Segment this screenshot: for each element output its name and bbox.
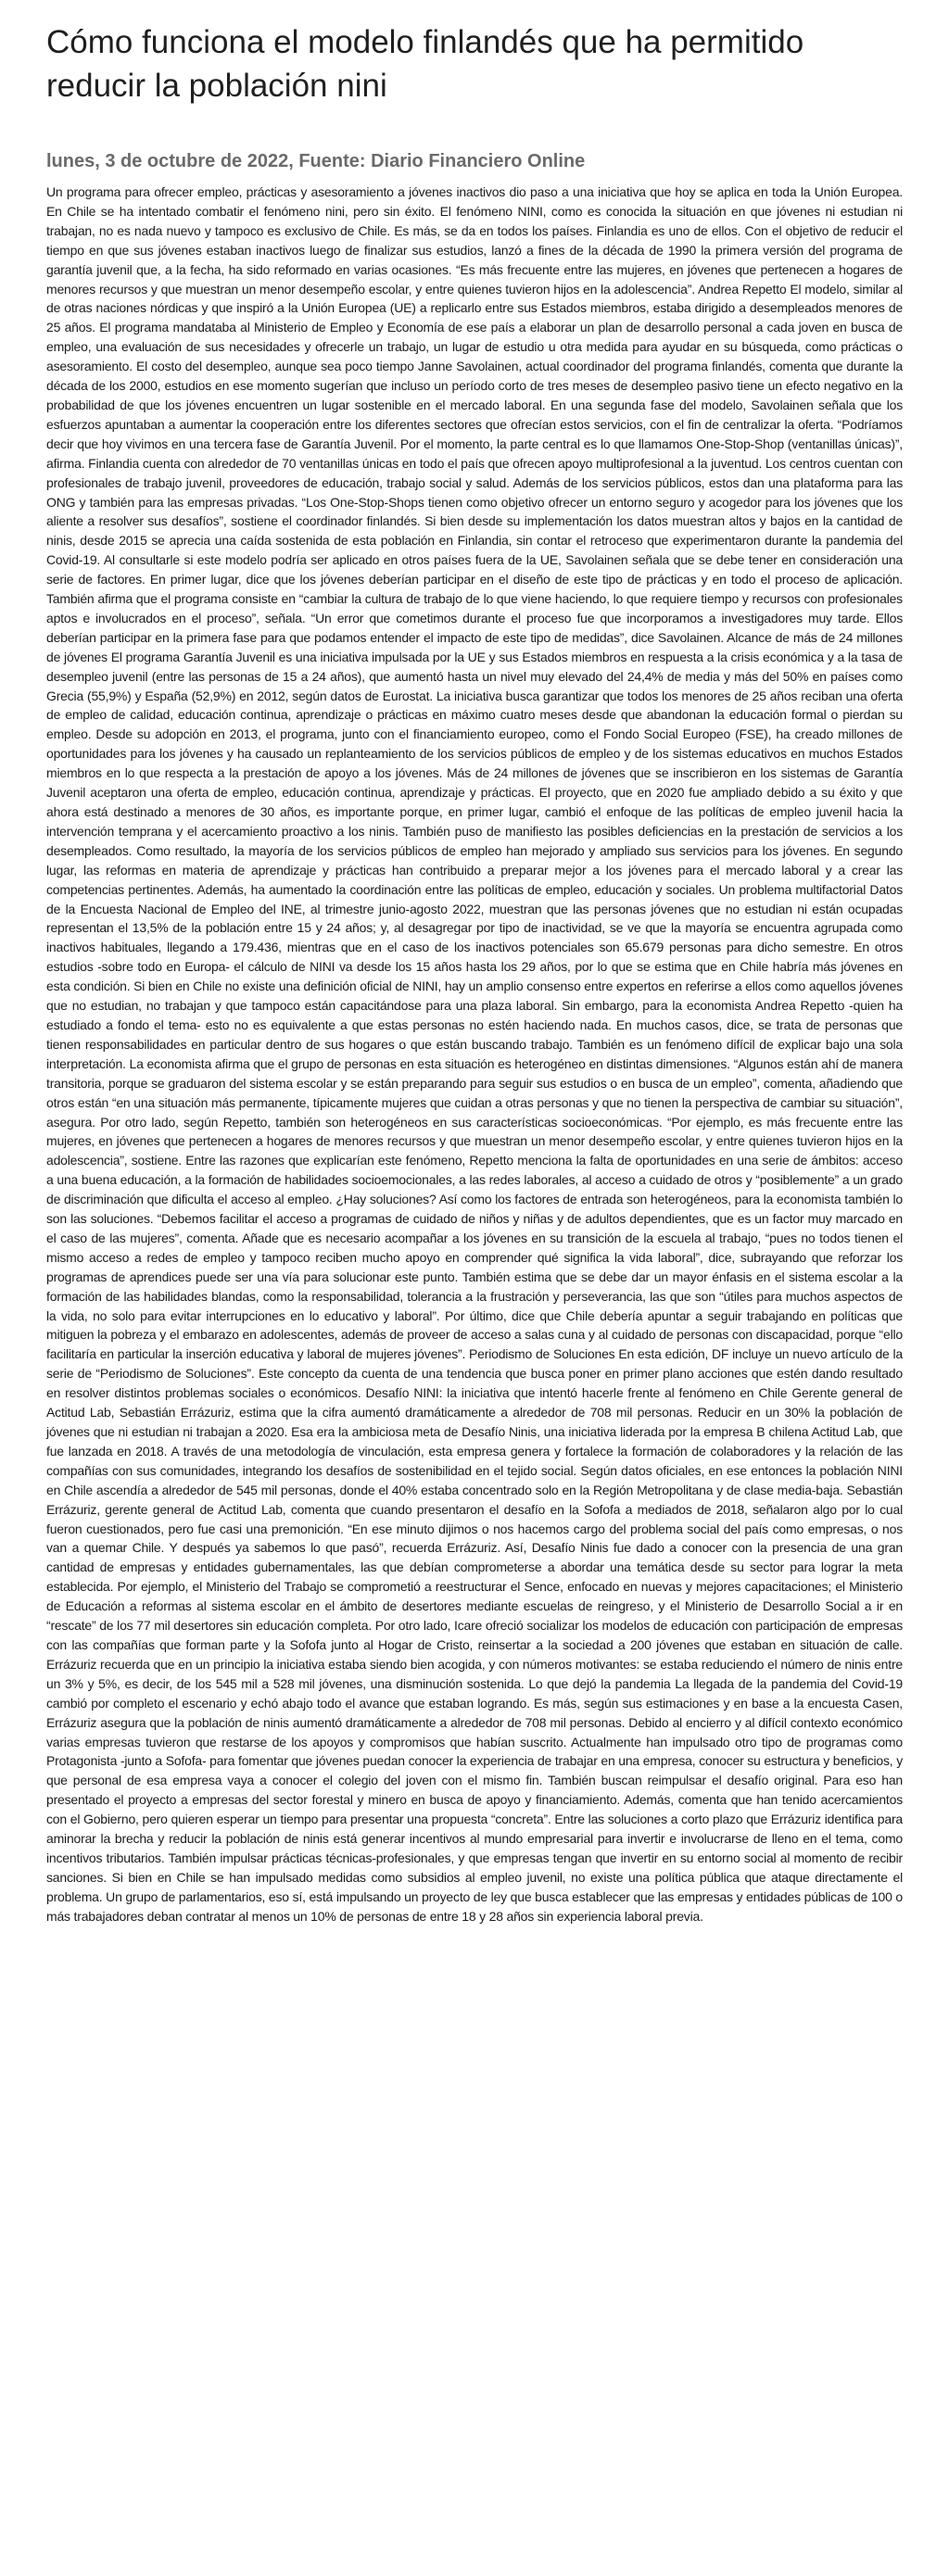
article-byline: lunes, 3 de octubre de 2022, Fuente: Diario Financiero Online: [46, 151, 586, 171]
article-body: Un programa para ofrecer empleo, prácticas y asesoramiento a jóvenes inactivos dio paso a una iniciativa que hoy se aplica en toda la Unión Europea. En Chile se ha intentado combatir el fenómeno nini, pero sin éxito. El fenómeno NINI, como es conocida la situación en que jóvenes ni estudian ni trabajan, no es nada nuevo y tampoco es exclusivo de Chile. Es más, se da en todos los países. Finlandia es uno de ellos. Con el objetivo de reducir el tiempo en que sus jóvenes estaban inactivos luego de finalizar sus estudios, lanzó a fines de la década de 1990 la primera versión del programa de garantía juvenil que, a la fecha, ha sido reformado en varias ocasiones. “Es más frecuente entre las mujeres, en jóvenes que pertenecen a hogares de menores recursos y que muestran un menor desempeño escolar, y entre quienes tuvieron hijos en la adolescencia”. Andrea Repetto El modelo, similar al de otras naciones nórdicas y que inspiró a la Unión Europea (UE) a replicarlo entre sus Estados miembros, estaba dirigido a desempleados menores de 25 años. El programa mandataba al Ministerio de Empleo y Economía de ese país a elaborar un plan de desarrollo personal a cada joven en busca de empleo, una evaluación de sus necesidades y ofrecerle un trabajo, un lugar de estudio u otra medida para ayudar en su búsqueda, como prácticas o asesoramiento. El costo del desempleo, aunque sea poco tiempo Janne Savolainen, actual coordinador del programa finlandés, comenta que durante la década de los 2000, estudios en ese momento sugerían que incluso un período corto de tres meses de desempleo pasivo tiene un efecto negativo en la probabilidad de que los jóvenes encuentren un lugar sostenible en el mercado laboral. En una segunda fase del modelo, Savolainen señala que los esfuerzos apuntaban a aumentar la cooperación entre los diferentes sectores que ofrecían estos servicios, con el fin de centralizar la oferta. “Podríamos decir que hoy vivimos en una tercera fase de Garantía Juvenil. Por el momento, la parte central es lo que llamamos One-Stop-Shop (ventanillas únicas)”, afirma. Finlandia cuenta con alrededor de 70 ventanillas únicas en todo el país que ofrecen apoyo multiprofesional a la juventud. Los centros cuentan con profesionales de trabajo juvenil, proveedores de educación, trabajo social y salud. Además de los servicios públicos, estos dan una plataforma para las ONG y también para las empresas privadas. “Los One-Stop-Shops tienen como objetivo ofrecer un entorno seguro y acogedor para los jóvenes que los aliente a resolver sus desafíos”, sostiene el coordinador finlandés. Si bien desde su implementación los datos muestran altos y bajos en la cantidad de ninis, desde 2015 se aprecia una caída sostenida de esta población en Finlandia, sin contar el retroceso que experimentaron durante la pandemia del Covid-19. Al consultarle si este modelo podría ser aplicado en otros países fuera de la UE, Savolainen señala que se debe tener en consideración una serie de factores. En primer lugar, dice que los jóvenes deberían participar en el diseño de este tipo de prácticas y en todo el proceso de aplicación. También afirma que el programa consiste en “cambiar la cultura de trabajo de lo que viene haciendo, lo que requiere tiempo y recursos con profesionales aptos e involucrados en el proceso”, señala. “Un error que cometimos durante el proceso fue que incorporamos a investigadores muy tarde. Ellos deberían participar en la primera fase para que podamos entender el impacto de este tipo de medidas”, dice Savolainen. Alcance de más de 24 millones de jóvenes El programa Garantía Juvenil es una iniciativa impulsada por la UE y sus Estados miembros en respuesta a la crisis económica y a la tasa de desempleo juvenil (entre las personas de 15 a 24 años), que aumentó hasta un nivel muy elevado del 24,4% de media y más del 50% en países como Grecia (55,9%) y España (52,9%) en 2012, según datos de Eurostat. La iniciativa busca garantizar que todos los menores de 25 años reciban una oferta de empleo de calidad, educación continua, aprendizaje o prácticas en máximo cuatro meses desde que abandonan la educación formal o pierdan su empleo. Desde su adopción en 2013, el programa, junto con el financiamiento europeo, como el Fondo Social Europeo (FSE), ha creado millones de oportunidades para los jóvenes y ha causado un replanteamiento de los servicios públicos de empleo y de los sistemas educativos en muchos Estados miembros en lo que respecta a la prestación de apoyo a los jóvenes. Más de 24 millones de jóvenes que se inscribieron en los sistemas de Garantía Juvenil aceptaron una oferta de empleo, educación continua, aprendizaje y prácticas. El proyecto, que en 2020 fue ampliado debido a su éxito y que ahora está destinado a menores de 30 años, es importante porque, en primer lugar, cambió el enfoque de las políticas de empleo juvenil hacia la intervención temprana y el acercamiento proactivo a los ninis. También puso de manifiesto las posibles deficiencias en la prestación de servicios a los desempleados. Como resultado, la mayoría de los servicios públicos de empleo han mejorado y ampliado sus servicios para los jóvenes. En segundo lugar, las reformas en materia de aprendizaje y prácticas han contribuido a preparar mejor a los jóvenes para el mercado laboral y a crear las competencias pertinentes. Además, ha aumentado la coordinación entre las políticas de empleo, educación y sociales. Un problema multifactorial Datos de la Encuesta Nacional de Empleo del INE, al trimestre junio-agosto 2022, muestran que las personas jóvenes que no estudian ni están ocupadas representan el 13,5% de la población entre 15 y 24 años; y, al desagregar por tipo de inactividad, se ve que la mayoría se encuentra agrupada como inactivos habituales, llegando a 179.436, mientras que en el caso de los inactivos potenciales son 65.679 personas para dicho semestre. En otros estudios -sobre todo en Europa- el cálculo de NINI va desde los 15 años hasta los 29 años, por lo que se estima que en Chile habría más jóvenes en esta condición. Si bien en Chile no existe una definición oficial de NINI, hay un amplio consenso entre expertos en referirse a ellos como aquellos jóvenes que no estudian, no trabajan y que tampoco están capacitándose para una plaza laboral. Sin embargo, para la economista Andrea Repetto -quien ha estudiado a fondo el tema- esto no es equivalente a que estas personas no estén haciendo nada. En muchos casos, dice, se trata de personas que tienen responsabilidades en particular dentro de sus hogares o que están buscando trabajo. También es un fenómeno difícil de explicar bajo una sola interpretación. La economista afirma que el grupo de personas en esta situación es heterogéneo en distintas dimensiones. “Algunos están ahí de manera transitoria, porque se graduaron del sistema escolar y se están preparando para seguir sus estudios o en busca de un empleo”, comenta, añadiendo que otros están “en una situación más permanente, típicamente mujeres que cuidan a otras personas y que no tienen la perspectiva de cambiar su situación”, asegura. Por otro lado, según Repetto, también son heterogéneos en sus características socioeconómicas. “Por ejemplo, es más frecuente entre las mujeres, en jóvenes que pertenecen a hogares de menores recursos y que muestran un menor desempeño escolar, y entre quienes tuvieron hijos en la adolescencia”, sostiene. Entre las razones que explicarían este fenómeno, Repetto menciona la falta de oportunidades en una serie de ámbitos: acceso a una buena educación, a la formación de habilidades socioemocionales, a las redes laborales, al acceso a cuidado de otros y “posiblemente” a un grado de discriminación que dificulta el acceso al empleo. ¿Hay soluciones? Así como los factores de entrada son heterogéneos, para la economista también lo son las soluciones. “Debemos facilitar el acceso a programas de cuidado de niños y niñas y de adultos dependientes, que es un factor muy marcado en el caso de las mujeres”, comenta. Añade que es necesario acompañar a los jóvenes en su transición de la escuela al trabajo, “pues no todos tienen el mismo acceso a redes de empleo y tampoco reciben mucho apoyo en comprender qué significa la vida laboral”, dice, subrayando que reforzar los programas de aprendices puede ser una vía para solucionar este punto. También estima que se debe dar un mayor énfasis en el sistema escolar a la formación de las habilidades blandas, como la responsabilidad, tolerancia a la frustración y perseverancia, las que son “útiles para muchos aspectos de la vida, no solo para evitar interrupciones en lo educativo y laboral”. Por último, dice que Chile debería apuntar a seguir trabajando en políticas que mitiguen la pobreza y el embarazo en adolescentes, además de proveer de acceso a salas cuna y al cuidado de personas con discapacidad, porque “ello facilitaría en particular la inserción educativa y laboral de mujeres jóvenes”. Periodismo de Soluciones En esta edición, DF incluye un nuevo artículo de la serie de “Periodismo de Soluciones”. Este concepto da cuenta de una tendencia que busca poner en primer plano acciones que estén dando resultado en resolver distintos problemas sociales o económicos. Desafío NINI: la iniciativa que intentó hacerle frente al fenómeno en Chile Gerente general de Actitud Lab, Sebastián Errázuriz, estima que la cifra aumentó dramáticamente a alrededor de 708 mil personas. Reducir en un 30% la población de jóvenes que ni estudian ni trabajan a 2020. Esa era la ambiciosa meta de Desafío Ninis, una iniciativa liderada por la empresa B chilena Actitud Lab, que fue lanzada en 2018. A través de una metodología de vinculación, esta empresa genera y fortalece la formación de colaboradores y la relación de las compañías con sus comunidades, integrando los desafíos de sostenibilidad en el tejido social. Según datos oficiales, en ese entonces la población NINI en Chile ascendía a alrededor de 545 mil personas, donde el 40% estaba concentrado solo en la Región Metropolitana y de clase media-baja. Sebastián Errázuriz, gerente general de Actitud Lab, comenta que cuando presentaron el desafío en la Sofofa a mediados de 2018, señalaron algo por lo cual fueron cuestionados, pero fue casi una premonición. “En ese minuto dijimos o nos hacemos cargo del problema social del país como empresas, o nos van a quemar Chile. Y después ya sabemos lo que pasó”, recuerda Errázuriz. Así, Desafío Ninis fue dado a conocer con la presencia de una gran cantidad de empresas y entidades gubernamentales, las que debían comprometerse a abordar una temática desde su sector para lograr la meta establecida. Por ejemplo, el Ministerio del Trabajo se comprometió a reestructurar el Sence, enfocado en nuevas y mejores capacitaciones; el Ministerio de Educación a reformas al sistema escolar en el ámbito de desertores mediante escuelas de reingreso, y el Ministerio de Desarrollo Social a ir en “rescate” de los 77 mil desertores sin educación completa. Por otro lado, Icare ofreció socializar los modelos de educación con participación de empresas con las compañías que forman parte y la Sofofa junto al Hogar de Cristo, reinsertar a la sociedad a 200 jóvenes que estaban en situación de calle. Errázuriz recuerda que en un principio la iniciativa estaba siendo bien acogida, y con números motivantes: se estaba reduciendo el número de ninis entre un 3% y 5%, es decir, de los 545 mil a 528 mil jóvenes, una disminución sostenida. Lo que dejó la pandemia La llegada de la pandemia del Covid-19 cambió por completo el escenario y echó abajo todo el avance que estaban logrando. Es más, según sus estimaciones y en base a la encuesta Casen, Errázuriz asegura que la población de ninis aumentó dramáticamente a alrededor de 708 mil personas. Debido al encierro y al difícil contexto económico varias empresas tuvieron que restarse de los apoyos y compromisos que habían suscrito. Actualmente han impulsado otro tipo de programas como Protagonista -junto a Sofofa- para fomentar que jóvenes puedan conocer la experiencia de trabajar en una empresa, conocer su estructura y beneficios, y que personal de esa empresa vaya a conocer el colegio del joven con el mismo fin. También buscan reimpulsar el desafío original. Para eso han presentado el proyecto a empresas del sector forestal y minero en busca de apoyo y financiamiento. Además, comenta que han tenido acercamientos con el Gobierno, pero quieren esperar un tiempo para presentar una propuesta “concreta”. Entre las soluciones a corto plazo que Errázuriz identifica para aminorar la brecha y reducir la población de ninis está generar incentivos al mundo empresarial para invertir e involucrarse de lleno en el tema, como incentivos tributarios. También impulsar prácticas técnicas-profesionales, y que empresas tengan que invertir en su entorno social al momento de recibir sanciones. Si bien en Chile se han impulsado medidas como subsidios al empleo juvenil, no existe una política pública que ataque directamente el problema. Un grupo de parlamentarios, eso sí, está impulsando un proyecto de ley que busca establecer que las empresas y entidades públicas de 100 o más trabajadores deban contratar al menos un 10% de personas de entre 18 y 28 años sin experiencia laboral previa.: [46, 184, 903, 1924]
article-title: Cómo funciona el modelo finlandés que ha permitido reducir la población nini: [46, 24, 804, 104]
article: [46, 20, 903, 1926]
